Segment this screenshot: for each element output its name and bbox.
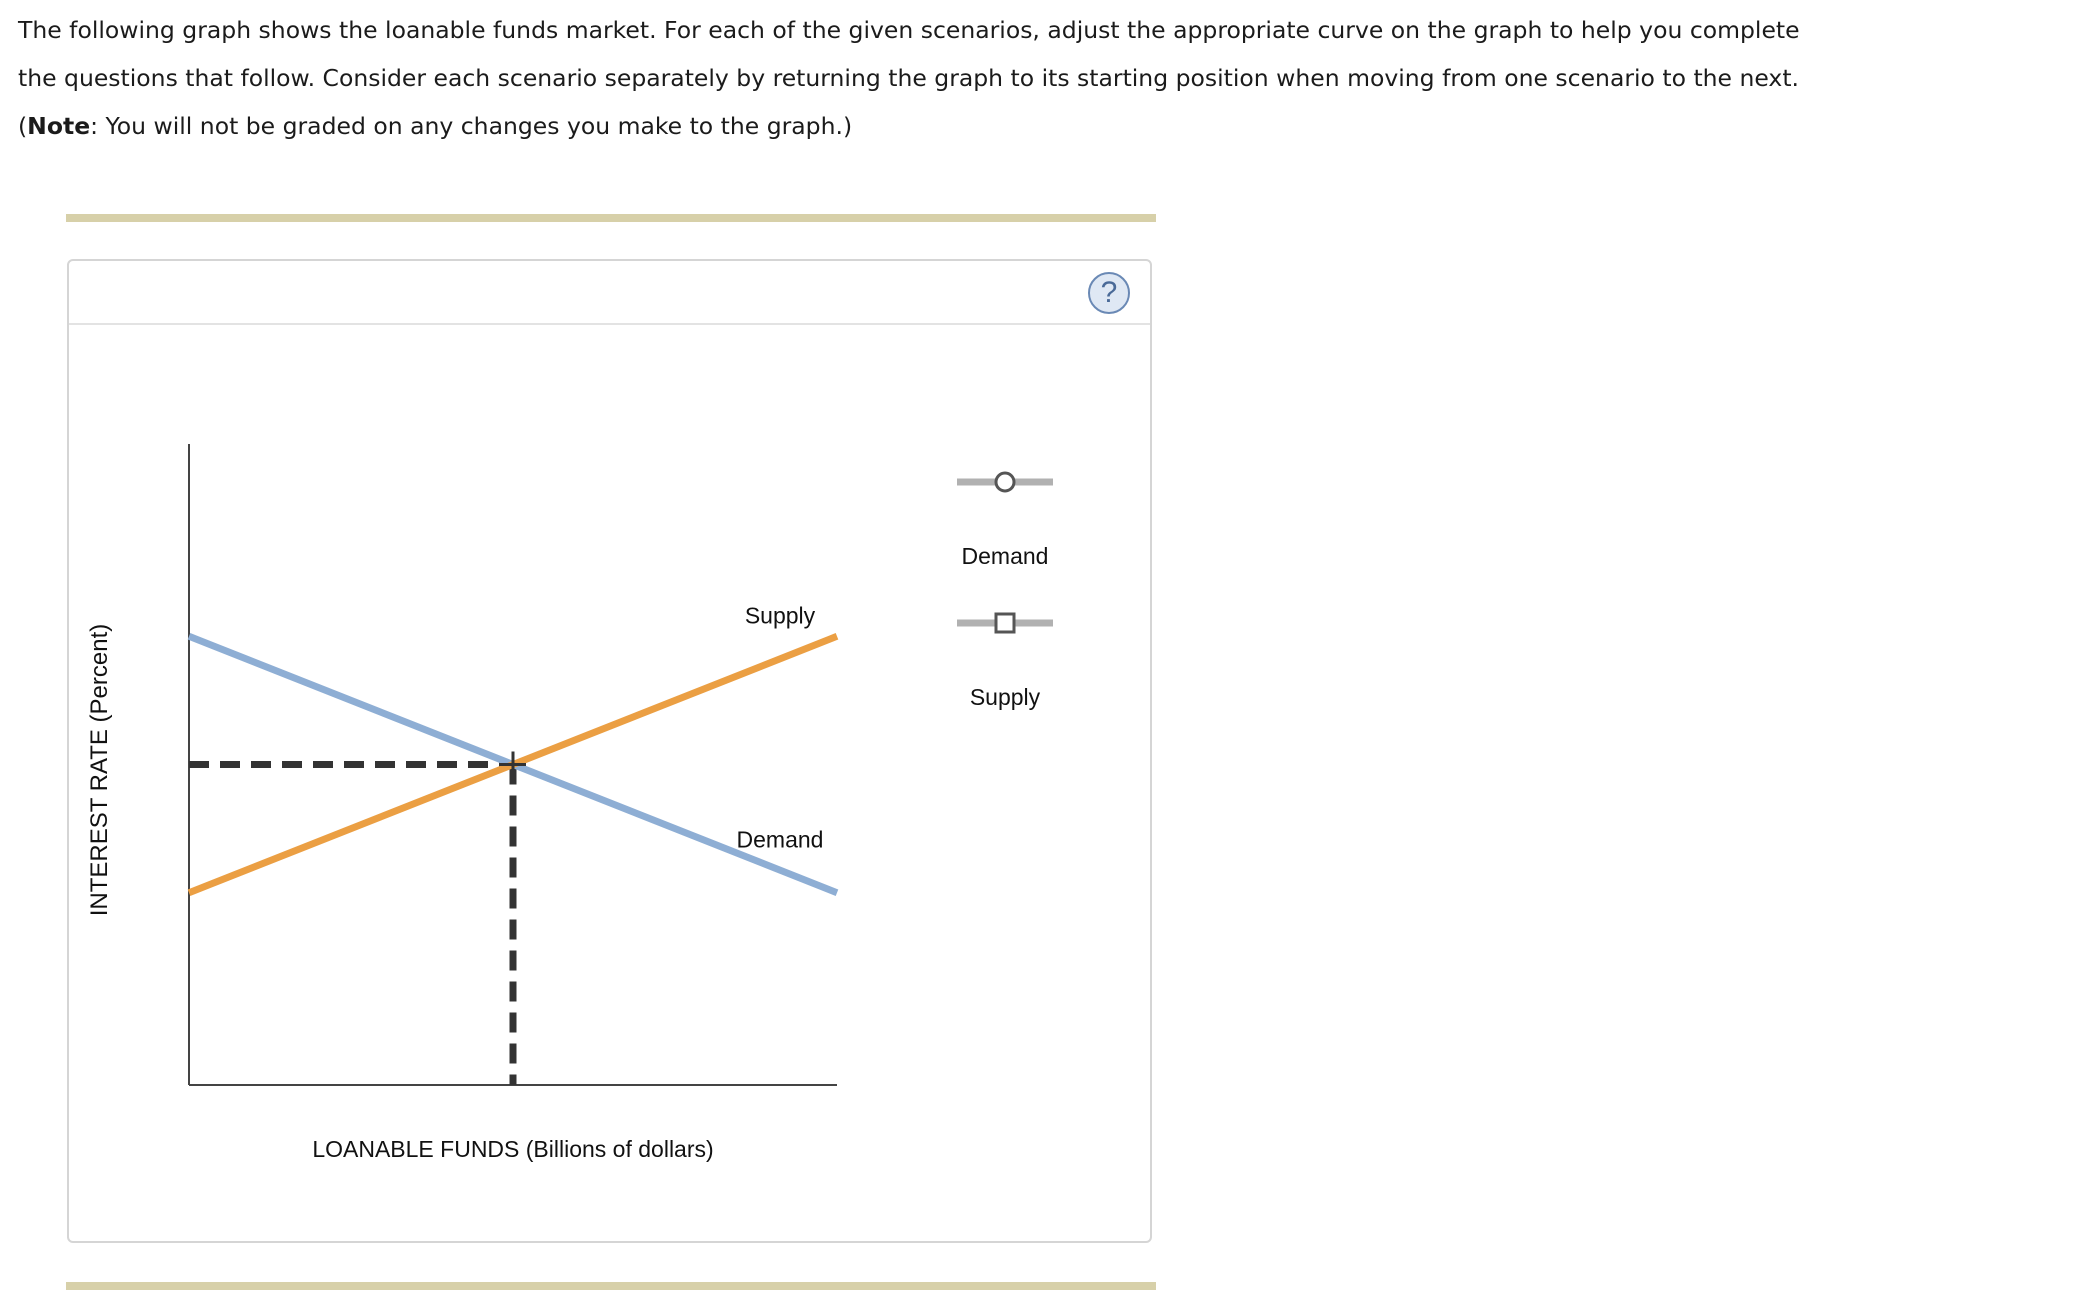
x-axis-label: LOANABLE FUNDS (Billions of dollars): [312, 1136, 714, 1162]
help-icon: ?: [1100, 276, 1118, 309]
bottom-divider: [66, 1282, 1156, 1290]
note-label: Note: [27, 112, 91, 140]
instructions-line-2: the questions that follow. Consider each scenario separately by returning the graph to its starting position when moving from one scenario to the next.: [18, 64, 1800, 92]
supply-curve-label: Supply: [744, 602, 816, 629]
equilibrium-point: [500, 752, 526, 778]
circle-handle-icon[interactable]: [996, 473, 1014, 491]
y-axis-label: INTEREST RATE (Percent): [86, 623, 113, 917]
note-text: : You will not be graded on any changes you make to the graph.): [90, 112, 853, 140]
instructions-line-1: The following graph shows the loanable funds market. For each of the given scenarios, adjust the appropriate curve on the graph to help you complete: [18, 16, 1800, 44]
palette-demand-tool[interactable]: [957, 473, 1053, 569]
demand-curve-label: Demand: [736, 826, 824, 853]
palette-supply-label: Supply: [969, 684, 1041, 710]
square-handle-icon[interactable]: [996, 614, 1014, 632]
palette-supply-tool[interactable]: [957, 614, 1053, 710]
palette-demand-label: Demand: [961, 543, 1049, 569]
note-open: (: [18, 112, 28, 140]
